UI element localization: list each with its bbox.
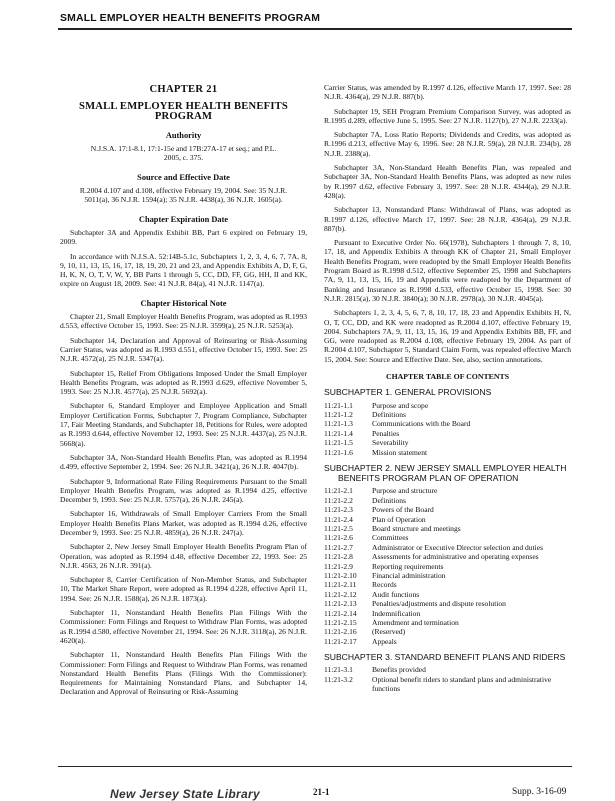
toc-entry — [324, 599, 571, 608]
toc-section-number: 11:21-2.17 — [324, 636, 357, 646]
toc-entry — [324, 665, 571, 674]
toc-entry — [324, 505, 571, 514]
toc-section-title: Board structure and meetings — [372, 523, 461, 533]
toc-section-title: Records — [372, 580, 397, 590]
toc-entry — [324, 552, 571, 561]
toc-entry — [324, 590, 571, 599]
toc-section-number: 11:21-2.4 — [324, 514, 353, 524]
toc-entry — [324, 496, 571, 505]
history-paragraph: Subchapter 15, Relief From Obligations Imposed Under the Small Employer Health Benefits Program, was adopted as R.1993 d.629, effective November 5, 1993. See: 25 N.J.R. 4577(a), 25 N.J.R. 5692(a). — [60, 368, 307, 397]
toc-section-number: 11:21-2.2 — [324, 495, 353, 505]
toc-section-number: 11:21-2.6 — [324, 533, 353, 543]
expiration-paragraph: In accordance with N.J.S.A. 52:14B-5.1c, Subchapters 1, 2, 3, 4, 6, 7, 7A, 8, 9, 10, 11, 13, 15, 16, 17, 18, 19, 20, 21 and 23, and Appendix Exhibits A, D, F, G, H, K, N, O, T, V, W, Y, BB Parts 1 through 5, CC, DD, FF, GG, HH, II and KK, expire on August 18, 2009. See: 41 N.J.R. 84(a), 41 N.J.R. 1147(a). — [60, 251, 307, 289]
history-paragraph: Subchapter 3A, Non-Standard Health Benefits Plan, was repealed and Subchapter 3A, Non-Standard Health Benefits Plans, was adopted as new rules by R.1997 d.62, effective February 3, 1997. See: 28 N.J.R. 4344(a), 29 N.J.R. 428(a). — [324, 163, 571, 200]
right-column — [324, 83, 571, 694]
authority-text: N.J.S.A. 17:1-8.1, 17:1-15e and 17B:27A-17 et seq.; and P.L. 2005, c. 375. — [90, 144, 277, 163]
toc-section-title: Appeals — [372, 636, 397, 646]
history-paragraph: Subchapter 11, Nonstandard Health Benefits Plan Filings With the Commissioner: Form Filings and Request to Withdraw Plan Forms, was renamed Nonstandard Health Benefits Plans (Filings With the Commissioner): Requirements for Maintaining Nonstandard Plans, and Subchapter 14, Declaration and Approval of Reinsuring or Risk-Assuming — [60, 650, 307, 697]
table-of-contents — [324, 387, 571, 693]
toc-section-number: 11:21-2.15 — [324, 618, 357, 628]
toc-entry — [324, 609, 571, 618]
toc-section-title: Purpose and scope — [372, 400, 429, 410]
toc-section-number: 11:21-2.14 — [324, 608, 357, 618]
history-paragraph: Subchapter 14, Declaration and Approval of Reinsuring or Risk-Assuming Carrier Status, was adopted as R.1993 d.551, effective October 15, 1993. See: 25 N.J.R. 4572(a), 25 N.J.R. 5347(a). — [60, 335, 307, 364]
toc-entry — [324, 533, 571, 542]
history-paragraph: Carrier Status, was amended by R.1997 d.126, effective March 17, 1997. See: 28 N.J.R. 4364(a), 29 N.J.R. 887(b). — [324, 83, 571, 102]
chapter-number: CHAPTER 21 — [149, 84, 218, 95]
toc-section-title: Penalties/adjustments and dispute resolution — [372, 599, 506, 609]
chapter-title: SMALL EMPLOYER HEALTH BENEFITS PROGRAM — [79, 101, 288, 122]
toc-entry — [324, 637, 571, 646]
source-text: R.2004 d.107 and d.108, effective February 19, 2004. See: 35 N.J.R. 5011(a), 36 N.J.R. 1594(a); 35 N.J.R. 4438(a), 36 N.J.R. 1605(a). — [79, 186, 288, 205]
toc-section-title: Plan of Operation — [372, 514, 426, 524]
running-head: SMALL EMPLOYER HEALTH BENEFITS PROGRAM — [60, 13, 321, 24]
history-paragraph: Subchapter 8, Carrier Certification of Non-Member Status, and Subchapter 10, The Market Share Report, were adopted as R.1994 d.228, effective April 11, 1994. See: 26 N.J.R. 1588(a), 26 N.J.R. 1873(a). — [60, 575, 307, 603]
toc-section-number: 11:21-1.6 — [324, 447, 353, 457]
toc-section-number: 11:21-2.9 — [324, 561, 353, 571]
header-rule — [58, 28, 572, 30]
toc-section-title: Communications with the Board — [372, 419, 471, 429]
toc-entry — [324, 618, 571, 627]
toc-section-number: 11:21-2.16 — [324, 627, 357, 637]
toc-entry — [324, 448, 571, 457]
toc-section-number: 11:21-3.2 — [324, 674, 353, 684]
toc-subchapter-heading: SUBCHAPTER 2. NEW JERSEY SMALL EMPLOYER HEALTH BENEFITS PROGRAM PLAN OF OPERATION — [324, 462, 567, 484]
toc-section-title: Audit functions — [372, 589, 420, 599]
toc-section-number: 11:21-2.5 — [324, 523, 353, 533]
page-number: 21-1 — [313, 787, 330, 797]
toc-entry — [324, 486, 571, 495]
toc-section-number: 11:21-1.1 — [324, 400, 353, 410]
toc-section-title: Reporting requirements — [372, 561, 444, 571]
footer-rule — [58, 766, 572, 767]
toc-subchapter-heading: SUBCHAPTER 1. GENERAL PROVISIONS — [324, 387, 492, 398]
history-paragraph: Subchapter 19, SEH Program Premium Comparison Survey, was adopted as R.1995 d.289, effective June 5, 1995. See: 27 N.J.R. 1127(b), 27 N.J.R. 2233(a). — [324, 106, 571, 125]
toc-entry — [324, 438, 571, 447]
toc-section-number: 11:21-2.10 — [324, 571, 357, 581]
left-column — [60, 80, 307, 702]
toc-entry — [324, 515, 571, 524]
supplement-date: Supp. 3-16-09 — [512, 787, 567, 797]
toc-section-number: 11:21-1.4 — [324, 428, 353, 438]
history-paragraph: Subchapter 6, Standard Employer and Employee Application and Small Employer Certification Forms, Subchapter 7, Program Compliance, Subchapter 17, Fair Meeting Standards, and Subchapter 18, Petitions for Rules, were adopted as R.1993 d.644, effective November 12, 1993. See: 25 N.J.R. 4437(a), 25 N.J.R. 5668(a). — [60, 401, 307, 448]
toc-section-number: 11:21-2.3 — [324, 505, 353, 515]
toc-entry — [324, 543, 571, 552]
toc-subchapter-heading: SUBCHAPTER 3. STANDARD BENEFIT PLANS AND RIDERS — [324, 652, 566, 663]
toc-section-title: Penalties — [372, 428, 400, 438]
toc-entry — [324, 562, 571, 571]
history-paragraph: Subchapters 1, 2, 3, 4, 5, 6, 7, 8, 10, 17, 18, 23 and Appendix Exhibits H, N, O, T, CC, DD, and KK were readopted as R.2004 d.107, effective February 19, 2004. Subchapters 7A, 9, 11, 13, 15, 16, 19 and Appendix Exhibits BB, FF, and GG, were readopted as R.2004 d.108, effective February 19, 2004. As part of R.2004 d.107, Subchapter 5, Standard Claim Form, was repealed effective March 15, 2004. See: Source and Effective Date. See, also, section annotations. — [324, 308, 571, 364]
library-watermark: New Jersey State Library — [110, 787, 260, 801]
toc-section-title: Powers of the Board — [372, 505, 434, 515]
toc-section-title: Purpose and structure — [372, 486, 438, 496]
toc-entry — [324, 524, 571, 533]
expiration-heading: Chapter Expiration Date — [138, 214, 229, 224]
toc-section-number: 11:21-1.5 — [324, 438, 353, 448]
toc-section-title: Committees — [372, 533, 409, 543]
toc-section-number: 11:21-2.12 — [324, 589, 357, 599]
history-paragraph: Subchapter 13, Nonstandard Plans: Withdrawal of Plans, was adopted as R.1997 d.126, effective March 17, 1997. See: 28 N.J.R. 4364(a), 29 N.J.R. 887(b). — [324, 205, 571, 233]
toc-section-number: 11:21-2.11 — [324, 580, 357, 590]
history-paragraph: Pursuant to Executive Order No. 66(1978), Subchapters 1 through 7, 8, 10, 17, 18, and Appendix Exhibits A through KK of Chapter 21, Small Employer Health Benefits Program, were readopted by the Small Employer Health Benefits Program Board as R.1998 d.512, effective September 25, 1998 and Subchapters 7A, 9, 11, 13, 15, 16, 19 and Appendix were readopted by the Department of Banking and Insurance as R.1998 d.533, effective October 15, 1998. See: 30 N.J.R. 2815(a), 30 N.J.R. 3840(a); 30 N.J.R. 2978(a), 30 N.J.R. 4045(a). — [324, 238, 571, 303]
toc-section-title: Benefits provided — [372, 665, 426, 675]
history-paragraph: Subchapter 16, Withdrawals of Small Employer Carriers From the Small Employer Health Benefits Plans Market, was adopted as R.1994 d.26, effective December 9, 1993. See: 25 N.J.R. 4859(a), 26 N.J.R. 247(a). — [60, 509, 307, 537]
toc-section-number: 11:21-1.3 — [324, 419, 353, 429]
toc-section-title: Definitions — [372, 409, 406, 419]
toc-section-number: 11:21-3.1 — [324, 665, 353, 675]
history-paragraph: Subchapter 7A, Loss Ratio Reports; Dividends and Credits, was adopted as R.1996 d.213, effective May 6, 1996. See: 28 N.J.R. 59(a), 28 N.J.R. 234(b), 28 N.J.R. 2388(a). — [324, 130, 571, 158]
toc-section-number: 11:21-2.8 — [324, 552, 353, 562]
toc-section-number: 11:21-2.1 — [324, 486, 353, 496]
toc-section-title: Indemnification — [372, 608, 421, 618]
toc-section-title: Assessments for administrative and operating expenses — [372, 552, 539, 562]
toc-section-title: Mission statement — [372, 447, 428, 457]
toc-section-number: 11:21-2.7 — [324, 542, 353, 552]
toc-title: CHAPTER TABLE OF CONTENTS — [385, 372, 510, 382]
toc-entry — [324, 429, 571, 438]
expiration-paragraph: Subchapter 3A and Appendix Exhibit BB, Part 6 expired on February 19, 2009. — [60, 227, 307, 247]
toc-section-title: Optional benefit riders to standard plans and administrative functions — [372, 674, 552, 694]
toc-entry — [324, 410, 571, 419]
toc-entry — [324, 401, 571, 410]
authority-heading: Authority — [165, 130, 202, 140]
history-paragraph: Subchapter 3A, Non-Standard Health Benefits Plan, was adopted as R.1994 d.499, effective September 2, 1994. See: 26 N.J.R. 3421(a), 26 N.J.R. 4047(b). — [60, 452, 307, 472]
toc-section-number: 11:21-2.13 — [324, 599, 357, 609]
toc-section-number: 11:21-1.2 — [324, 409, 353, 419]
toc-section-title: Amendment and termination — [372, 618, 459, 628]
toc-entry — [324, 571, 571, 580]
history-paragraph: Subchapter 11, Nonstandard Health Benefits Plan Filings With the Commissioner: Form Filings and Request to Withdraw Plan Forms, was adopted as R.1994 d.580, effective November 21, 1994. See: 26 N.J.R. 3118(a), 26 N.J.R. 4620(a). — [60, 608, 307, 645]
toc-entry — [324, 580, 571, 589]
toc-section-title: Financial administration — [372, 571, 446, 581]
history-paragraph: Chapter 21, Small Employer Health Benefits Program, was adopted as R.1993 d.553, effective October 15, 1993. See: 25 N.J.R. 3599(a), 25 N.J.R. 5253(a). — [60, 312, 307, 331]
toc-section-title: Severability — [372, 438, 409, 448]
toc-entry — [324, 627, 571, 636]
source-heading: Source and Effective Date — [137, 172, 230, 182]
toc-section-title: Definitions — [372, 495, 406, 505]
toc-section-title: (Reserved) — [372, 627, 406, 637]
toc-section-title: Administrator or Executive Director selection and duties — [372, 542, 544, 552]
toc-entry — [324, 675, 571, 694]
history-heading: Chapter Historical Note — [140, 298, 227, 308]
history-paragraph: Subchapter 2, New Jersey Small Employer Health Benefits Program Plan of Operation, was adopted as R.1994 d.48, effective December 22, 1993. See: 25 N.J.R. 4563, 26 N.J.R. 391(a). — [60, 542, 307, 570]
history-paragraph: Subchapter 9, Informational Rate Filing Requirements Pursuant to the Small Employer Health Benefits Program, was adopted as R.1994 d.25, effective December 9, 1993. See: 25 N.J.R. 5757(a), 26 N.J.R. 245(a). — [60, 476, 307, 505]
toc-entry — [324, 419, 571, 428]
